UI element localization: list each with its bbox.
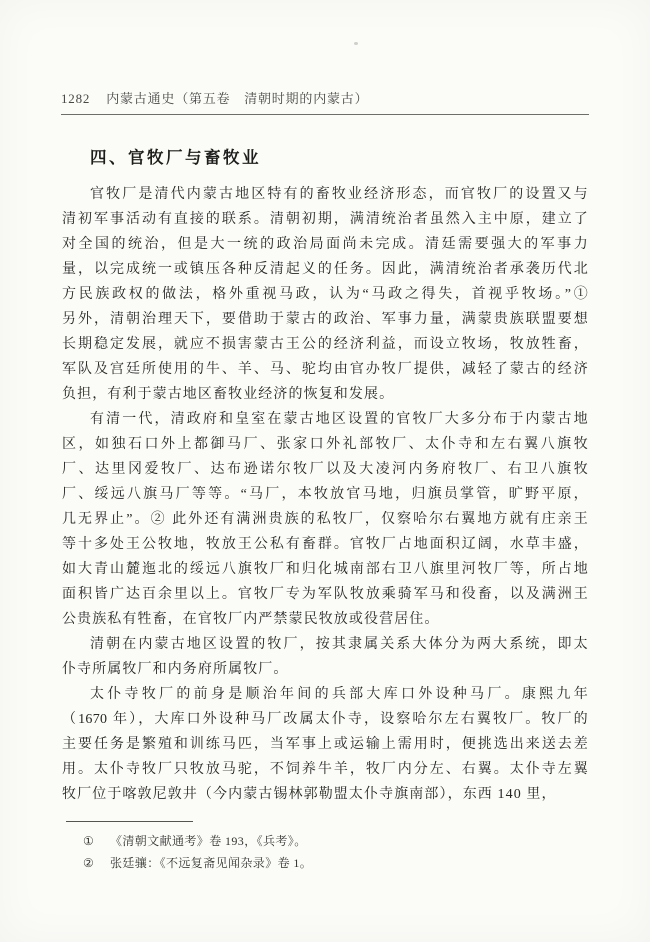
body-line: 用。太仆寺牧厂只牧放马驼，不饲养牛羊，牧厂内分左、右翼。太仆寺左翼	[62, 762, 588, 777]
footnotes	[62, 830, 588, 874]
footnote-text: 《清朝文献通考》卷 193，《兵考》。	[110, 834, 307, 848]
footnote	[62, 830, 588, 852]
body-line: 负担，有利于蒙古地区畜牧业经济的恢复和发展。	[62, 387, 395, 402]
body-line: 军队及宫廷所使用的牛、羊、马、驼均由官办牧厂提供，减轻了蒙古的经济	[62, 362, 588, 377]
scan-speck	[354, 42, 358, 45]
section-heading: 四、官牧厂与畜牧业	[90, 149, 261, 167]
body-line: 方民族政权的做法，格外重视马政，认为“马政之得失，首视乎牧场。”①	[62, 287, 588, 302]
footnote-separator	[66, 821, 193, 822]
body-line: 官牧厂是清代内蒙古地区特有的畜牧业经济形态，而官牧厂的设置又与	[90, 187, 588, 202]
body-line: 太仆寺牧厂的前身是顺治年间的兵部大库口外设种马厂。康熙九年	[90, 687, 588, 702]
body-line: 如大青山麓迤北的绥远八旗牧厂和归化城南部右卫八旗里河牧厂等，所占地	[62, 562, 588, 577]
book-title: 内蒙古通史（第五卷 清朝时期的内蒙古）	[106, 91, 369, 106]
body-line: 厂、达里冈爱牧厂、达布逊诺尔牧厂以及大凌河内务府牧厂、右卫八旗牧	[62, 462, 588, 477]
body-line: 清朝在内蒙古地区设置的牧厂，按其隶属关系大体分为两大系统，即太	[90, 637, 588, 652]
footnote	[62, 852, 588, 874]
body-line: 另外，清朝治理天下，要借助于蒙古的政治、军事力量，满蒙贵族联盟要想	[62, 312, 588, 327]
body-line: 对全国的统治，但是大一统的政治局面尚未完成。清廷需要强大的军事力	[62, 237, 588, 252]
body-line: 几无界止”。② 此外还有满洲贵族的私牧厂，仅察哈尔右翼地方就有庄亲王	[62, 512, 588, 527]
body-line: 区，如独石口外上都御马厂、张家口外礼部牧厂、太仆寺和左右翼八旗牧	[62, 437, 588, 452]
body-line: （1670 年），大库口外设种马厂改属太仆寺，设察哈尔左右翼牧厂。牧厂的	[62, 712, 588, 727]
body-line: 牧厂位于喀敦尼敦井（今内蒙古锡林郭勒盟太仆寺旗南部），东西 140 里，	[62, 787, 557, 802]
body-line: 仆寺所属牧厂和内务府所属牧厂。	[62, 662, 289, 677]
body-line: 清初军事活动有直接的联系。清朝初期，满清统治者虽然入主中原，建立了	[62, 212, 588, 227]
body-line: 量，以完成统一或镇压各种反清起义的任务。因此，满清统治者承袭历代北	[62, 262, 588, 277]
body-line: 长期稳定发展，就应不损害蒙古王公的经济利益，而设立牧场，牧放牲畜，	[62, 337, 588, 352]
body-line: 主要任务是繁殖和训练马匹，当军事上或运输上需用时，便挑选出来送去差	[62, 737, 588, 752]
footnote-text: 张廷骧：《不远复斋见闻杂录》卷 1。	[110, 856, 313, 870]
body-text	[62, 182, 588, 807]
footnote-marker: ②	[83, 856, 95, 870]
running-header	[61, 88, 589, 115]
body-line: 公贵族私有牲畜，在官牧厂内严禁蒙民牧放或役营居住。	[62, 612, 440, 627]
footnote-marker: ①	[83, 834, 95, 848]
body-line: 面积皆广达百余里以上。官牧厂专为军队牧放乘骑军马和役畜，以及满洲王	[62, 587, 588, 602]
body-line: 厂、绥远八旗马厂等等。“马厂，本牧放官马地，归旗员掌管，旷野平原，	[62, 487, 588, 502]
body-line: 等十多处王公牧地，牧放王公私有畜群。官牧厂占地面积辽阔，水草丰盛，	[62, 537, 588, 552]
body-line: 有清一代，清政府和皇室在蒙古地区设置的官牧厂大多分布于内蒙古地	[90, 412, 588, 427]
page-number: 1282	[61, 91, 91, 106]
